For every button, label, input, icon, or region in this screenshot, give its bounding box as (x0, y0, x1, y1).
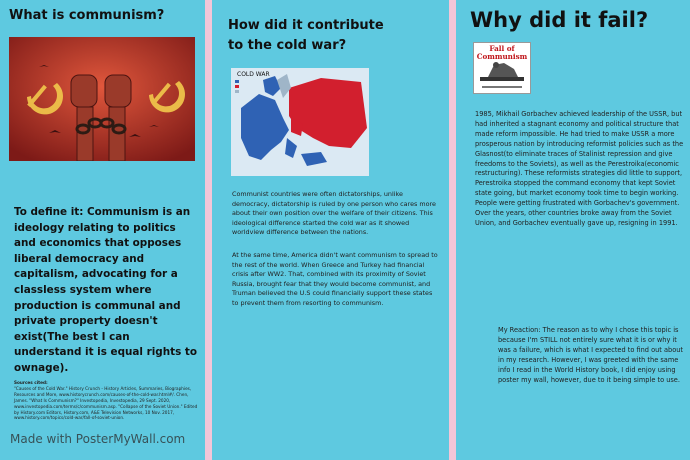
sources-label: Sources cited: (14, 380, 48, 385)
definition-text: To define it: Communism is an ideology relating to politics and economics that opposes liberal democracy and capitalism, advocating for a classless system where production is communal and private property doesn't exist(The best I can understand it is equal rights to ownage). (14, 206, 197, 374)
fall-of-communism-caption: Fall of Communism (476, 44, 528, 61)
panel-title: How did it contribute to the cold war? (228, 18, 384, 53)
sources-text: "Causes of the Cold War." History Crunch - History Articles, Summaries, Biographies, Resources and More, www.historycrunch.com/causes-of-the-cold-war.html#/. Chen, James. "What Is Communism?" Investopedia, Investopedia, 29 Sept. 2020, www.investopedia.com/terms/c/communism.asp. "Collapse of the Soviet Union." Edited by History.com Editors, History.com, A&E Television Networks, 10 Nov. 2017, www.history.com/topics/cold-war/fall-of-soviet-union. (14, 385, 198, 421)
watermark-text: Made with PosterMyWall.com (10, 432, 186, 446)
panel-what-is-communism (0, 0, 205, 460)
fall-of-communism-image (473, 42, 531, 94)
my-reaction-paragraph: My Reaction: The reason as to why I chose this topic is because I'm STILL not entirely sure what it is or why it was a failure, which is what I expected to find out about in my research. However, I was greeted with the same info I read in the World History book, I did enjoy using poster my wall, however, due to it being simple to use. (498, 326, 684, 384)
cold-war-map-image (231, 68, 369, 176)
europe-map-illustration (231, 68, 369, 176)
raised-fists-illustration (9, 37, 195, 161)
panel-title: Why did it fail? (470, 8, 649, 32)
why-it-failed-paragraph: 1985, Mikhail Gorbachev achieved leadership of the USSR, but had inherited a stagnant economy and political structure that made reform impossible. He had tried to make USSR a more prosperous nation by introducing reformist policies such as the Glasnost(to eliminate traces of Stalinist repression and give freedoms to the Soviets), as well as the Perestroika(economic restructuring). These reformists strategies did little to support, Perestroika stopped the command economy that kept Soviet state going, but market economy took time to begin working. People were getting frustrated with Gorbachev's government. Over the years, other countries broke away from the Soviet Union, and Gorbachev eventually gave up, resigning in 1991. (475, 110, 684, 227)
map-title: COLD WAR (237, 71, 270, 78)
panel-why-did-it-fail (456, 0, 690, 460)
raised-fists-image (9, 37, 195, 161)
cold-war-paragraph-1: Communist countries were often dictatorships, unlike democracy, dictatorship is ruled by one person who cares more about their own position over the welfare of their citizens. This ideological difference started the cold war as it showed worldview difference between the nations. (232, 190, 436, 237)
cold-war-paragraph-2: At the same time, America didn't want communism to spread to the rest of the world. When Greece and Turkey had financial crisis after WW2. That, combined with its proximity of Soviet Russia, brought fear that they would become communist, and Truman believed the U.S could financially support these states to prevent them from resorting to communism. (232, 251, 438, 307)
panel-cold-war (212, 0, 449, 460)
panel-title: What is communism? (9, 8, 165, 23)
sources-cited (14, 380, 200, 421)
falling-statue-illustration (474, 43, 530, 93)
